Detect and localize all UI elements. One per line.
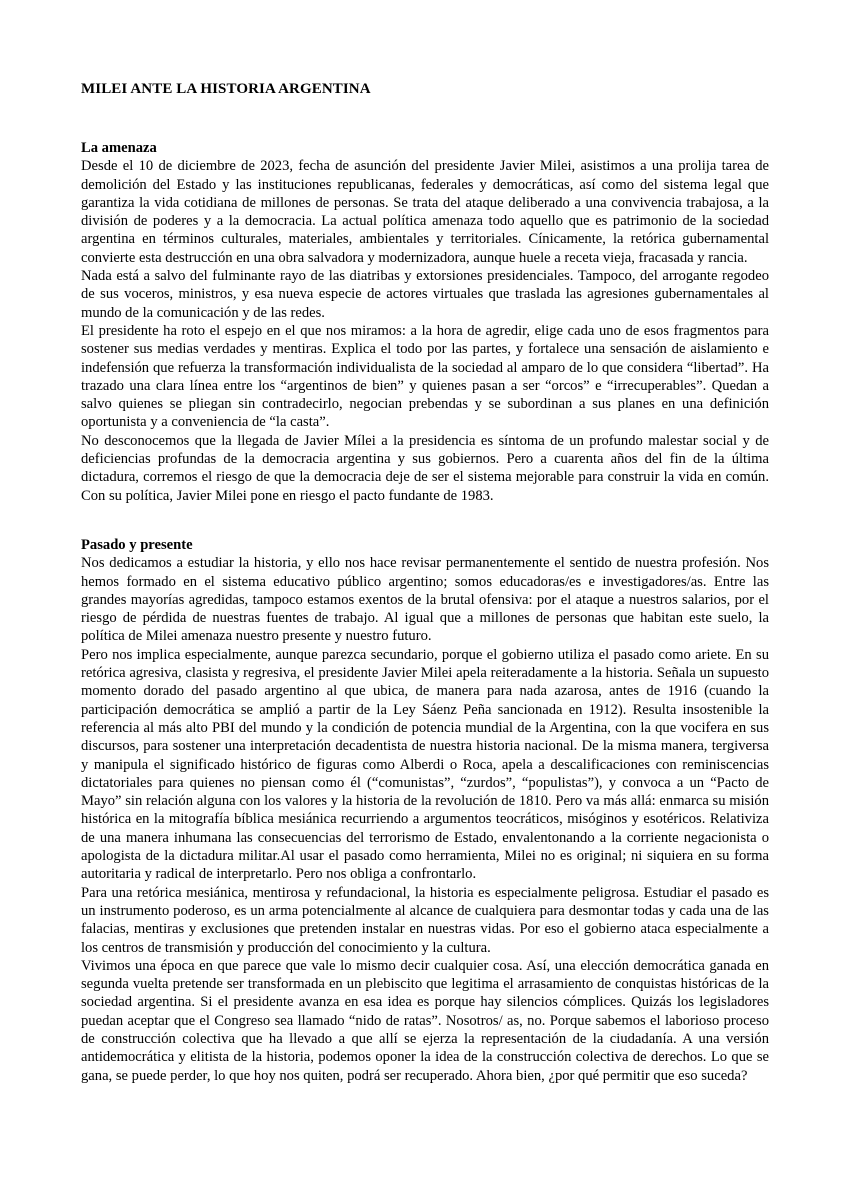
paragraph: Desde el 10 de diciembre de 2023, fecha de asunción del presidente Javier Milei, asistimos a una prolija tarea de demolición del Estado y las instituciones republicanas, federales y democráticas, así como del sistema legal que garantiza la vida cotidiana de millones de personas. Se trata del ataque deliberado a una convivencia trabajosa, a la división de poderes y a la democracia. La actual política amenaza todo aquello que es patrimonio de la sociedad argentina en términos culturales, materiales, ambientales y territoriales. Cínicamente, la retórica gubernamental convierte esta destrucción en una obra salvadora y modernizadora, aunque huele a receta vieja, fracasada y rancia. xyxy=(81,158,769,266)
paragraph: Nada está a salvo del fulminante rayo de las diatribas y extorsiones presidenciales. Tampoco, del arrogante regodeo de sus voceros, ministros, y esa nueva especie de actores virtuales que traslada las agresiones gubernamentales al mundo de la comunicación y de las redes. xyxy=(81,268,769,321)
section-la-amenaza xyxy=(81,139,769,505)
section-heading: La amenaza xyxy=(81,140,157,156)
section-pasado-y-presente xyxy=(81,536,769,1085)
section-heading: Pasado y presente xyxy=(81,537,193,553)
paragraph: El presidente ha roto el espejo en el que nos miramos: a la hora de agredir, elige cada uno de esos fragmentos para sostener sus medias verdades y mentiras. Explica el todo por las partes, y fortalece una sensación de aislamiento e indefensión que refuerza la transformación individualista de la sociedad al amparo de lo que considera “libertad”. Ha trazado una clara línea entre los “argentinos de bien” y quienes pasan a ser “orcos” e “irrecuperables”. Quedan a salvo quienes se pliegan sin contradecirlo, negocian prebendas y se subordinan a sus planes en una definición oportunista y a conveniencia de “la casta”. xyxy=(81,322,769,431)
paragraph: No desconocemos que la llegada de Javier Mílei a la presidencia es síntoma de un profundo malestar social y de deficiencias profundas de la democracia argentina y sus gobiernos. Pero a cuarenta años del fin de la última dictadura, corremos el riesgo de que la democracia deje de ser el sistema mejorable para construir la vida en común. Con su política, Javier Milei pone en riesgo el pacto fundante de 1983. xyxy=(81,432,769,504)
paragraph: Pero nos implica especialmente, aunque parezca secundario, porque el gobierno utiliza el pasado como ariete. En su retórica agresiva, clasista y regresiva, el presidente Javier Milei apela reiteradamente a la historia. Señala un supuesto momento dorado del pasado argentino al que ubica, de manera para nada azarosa, antes de 1916 (cuando la participación democrática se amplió a partir de la Ley Sáenz Peña sancionada en 1912). Resulta insostenible la referencia al más alto PBI del mundo y la condición de potencia mundial de la Argentina, con la que vocifera en sus discursos, para sostener una interpretación decadentista de nuestra historia nacional. De la misma manera, tergiversa y manipula el significado histórico de figuras como Alberdi o Roca, apela a descalificaciones con reminiscencias dictatoriales para quienes no piensan como él (“comunistas”, “zurdos”, “populistas”), y convoca a un “Pacto de Mayo” sin relación alguna con los valores y la historia de la revolución de 1810. Pero va más allá: enmarca su misión histórica en la mitografía bíblica mesiánica recurriendo a argumentos teocráticos, misóginos y esotéricos. Relativiza de una manera inhumana las consecuencias del terrorismo de Estado, envalentonando a la corriente negacionista o apologista de la dictadura militar.Al usar el pasado como herramienta, Milei no es original; ni siquiera en su forma autoritaria y radical de interpretarlo. Pero nos obliga a confrontarlo. xyxy=(81,646,769,883)
paragraph: Para una retórica mesiánica, mentirosa y refundacional, la historia es especialmente peligrosa. Estudiar el pasado es un instrumento poderoso, es un arma potencialmente al alcance de cualquiera para desmontar todas y cada una de las falacias, mentiras y exclusiones que pretenden instalar en nuestras vidas. Por eso el gobierno ataca especialmente a los centros de transmisión y producción del conocimiento y la cultura. xyxy=(81,884,769,956)
paragraph: Vivimos una época en que parece que vale lo mismo decir cualquier cosa. Así, una elección democrática ganada en segunda vuelta pretende ser transformada en un plebiscito que legitima el arrasamiento de conquistas históricas de la sociedad argentina. Si el presidente avanza en esa idea es porque hay silencios cómplices. Quizás los legisladores puedan aceptar que el Congreso sea llamado “nido de ratas”. Nosotros/ as, no. Porque sabemos el laborioso proceso de construcción colectiva que ha llevado a que allí se ejerza la representación de la ciudadanía. A una versión antidemocrática y elitista de la historia, podemos oponer la idea de la construcción colectiva de derechos. Lo que se gana, se puede perder, lo que hoy nos quiten, podrá ser recuperado. Ahora bien, ¿por qué permitir que eso suceda? xyxy=(81,957,769,1084)
paragraph: Nos dedicamos a estudiar la historia, y ello nos hace revisar permanentemente el sentido de nuestra profesión. Nos hemos formado en el sistema educativo público argentino; somos educadoras/es e investigadores/as. Entre las grandes mayorías agredidas, tampoco estamos exentos de la brutal ofensiva: por el ataque a nuestros salarios, por el riesgo de pérdida de nuestras fuentes de trabajo. Al igual que a millones de personas que habitan este suelo, la política de Milei amenaza nuestro presente y nuestro futuro. xyxy=(81,555,769,645)
document-title: MILEI ANTE LA HISTORIA ARGENTINA xyxy=(81,81,371,97)
